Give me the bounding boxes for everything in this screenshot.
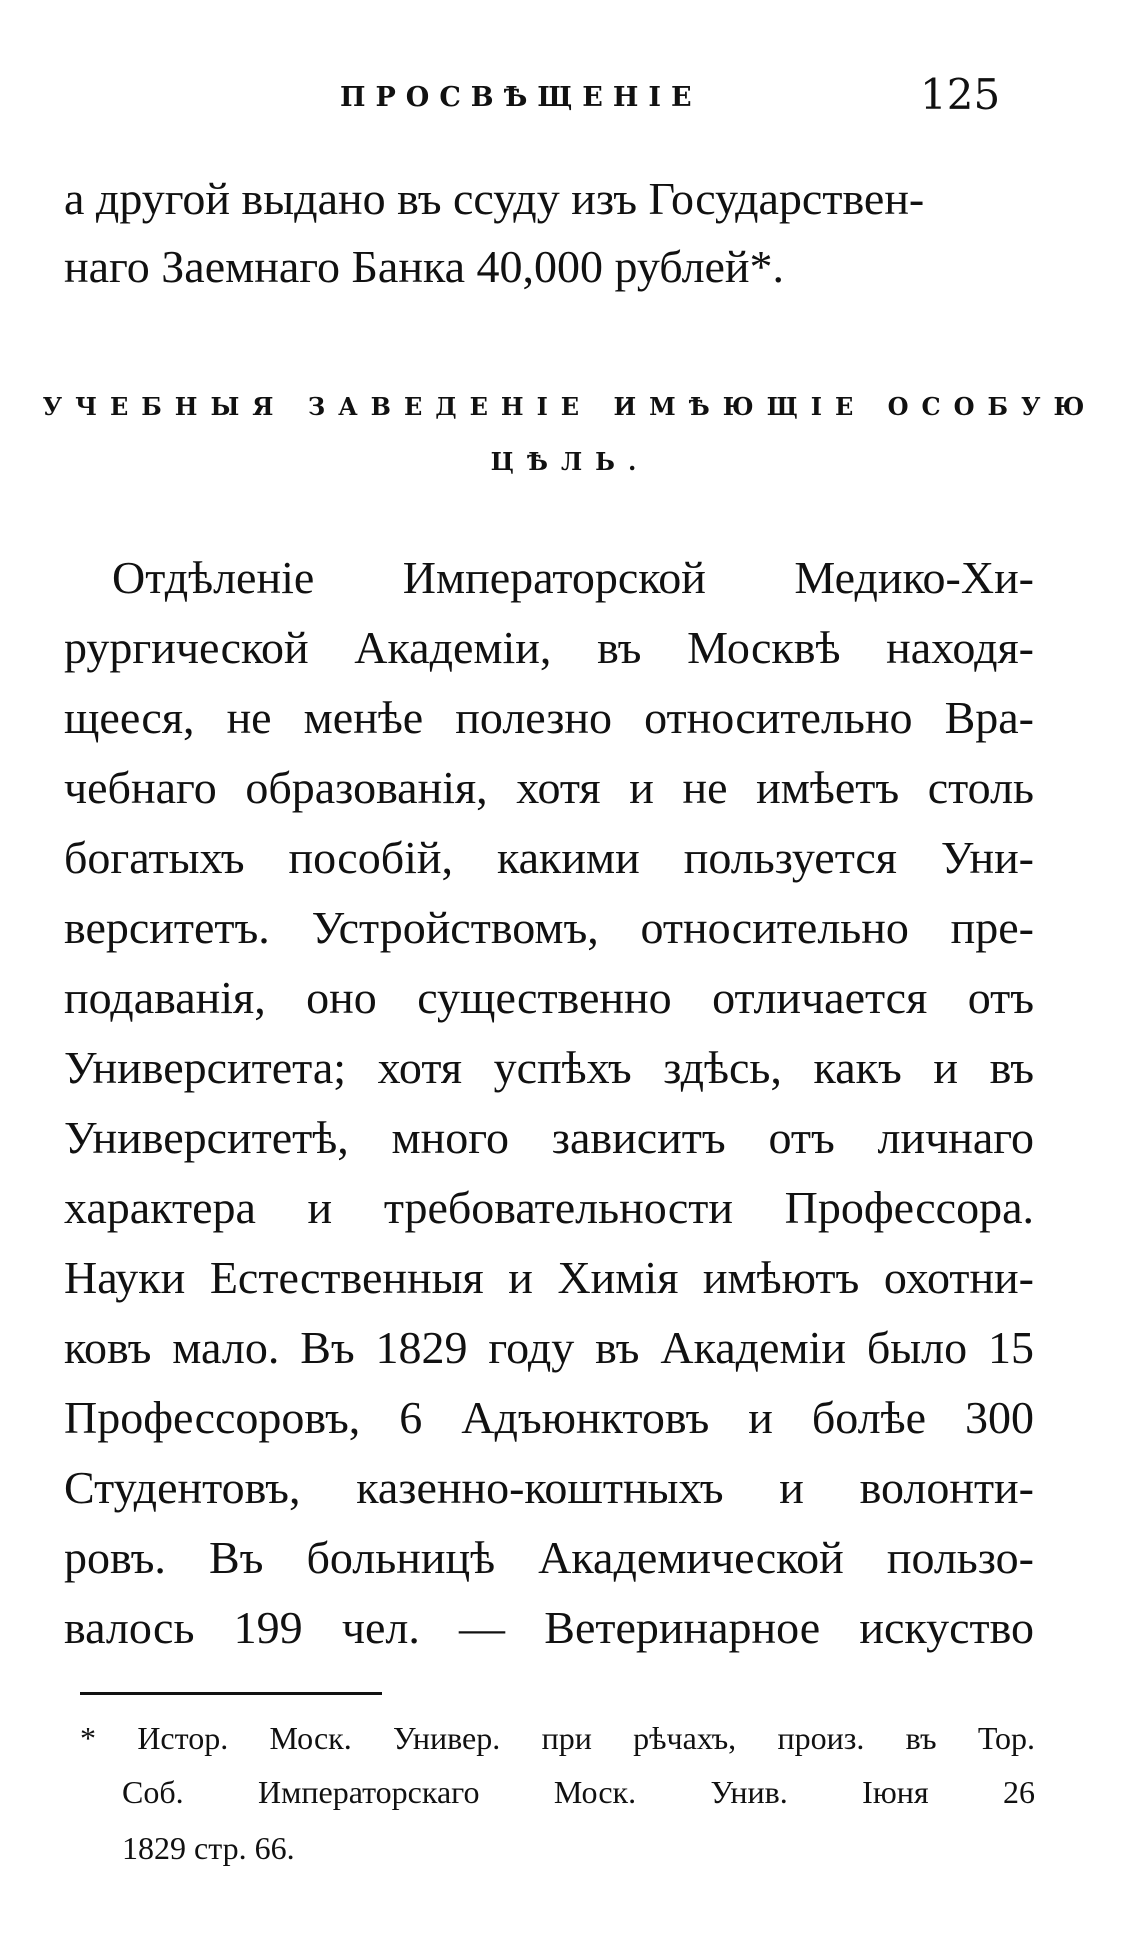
section-title: УЧЕБНЫЯ ЗАВЕДЕНІЕ ИМѢЮЩІЕ ОСОБУЮ <box>42 392 1098 421</box>
body-line: Университета; хотя успѣхъ здѣсь, какъ и въ <box>64 1042 1034 1093</box>
body-line: чебнаго образованія, хотя и не имѣетъ столь <box>64 762 1034 813</box>
body-line: Профессоровъ, 6 Адъюнктовъ и болѣе 300 <box>64 1392 1034 1443</box>
body-line: валось 199 чел. — Ветеринарное искуство <box>64 1602 1034 1653</box>
intro-line: а другой выдано въ ссуду изъ Государствен- <box>64 173 925 224</box>
section-title: ЦѢЛЬ. <box>490 447 650 476</box>
intro-line: наго Заемнаго Банка 40,000 рублей*. <box>64 241 785 292</box>
footnote-divider <box>80 1692 382 1695</box>
running-head: ПРОСВѢЩЕНІЕ <box>340 82 702 113</box>
page-number: 125 <box>920 70 1001 119</box>
footnote-line: * Истор. Моск. Универ. при рѣчахъ, произ. въ Тор. <box>80 1720 1035 1756</box>
body-line: щееся, не менѣе полезно относительно Вра- <box>64 692 1034 743</box>
body-line: Отдѣленіе Императорской Медико-Хи- <box>112 552 1034 603</box>
body-line: Студентовъ, казенно-коштныхъ и волонти- <box>64 1462 1034 1513</box>
body-line: ровъ. Въ больницѣ Академической пользо- <box>64 1532 1034 1583</box>
body-line: Науки Естественныя и Химія имѣютъ охотни- <box>64 1252 1034 1303</box>
footnote-line: Соб. Императорскаго Моск. Унив. Іюня 26 <box>122 1774 1035 1810</box>
footnote-line: 1829 стр. 66. <box>122 1830 295 1866</box>
body-line: верситетъ. Устройствомъ, относительно пре- <box>64 902 1034 953</box>
body-line: подаванія, оно существенно отличается отъ <box>64 972 1034 1023</box>
body-line: богатыхъ пособій, какими пользуется Уни- <box>64 832 1034 883</box>
body-line: Университетѣ, много зависитъ отъ личнаго <box>64 1112 1034 1163</box>
body-line: ковъ мало. Въ 1829 году въ Академіи было 15 <box>64 1322 1034 1373</box>
body-line: рургической Академіи, въ Москвѣ находя- <box>64 622 1034 673</box>
body-line: характера и требовательности Профессора. <box>64 1182 1034 1233</box>
